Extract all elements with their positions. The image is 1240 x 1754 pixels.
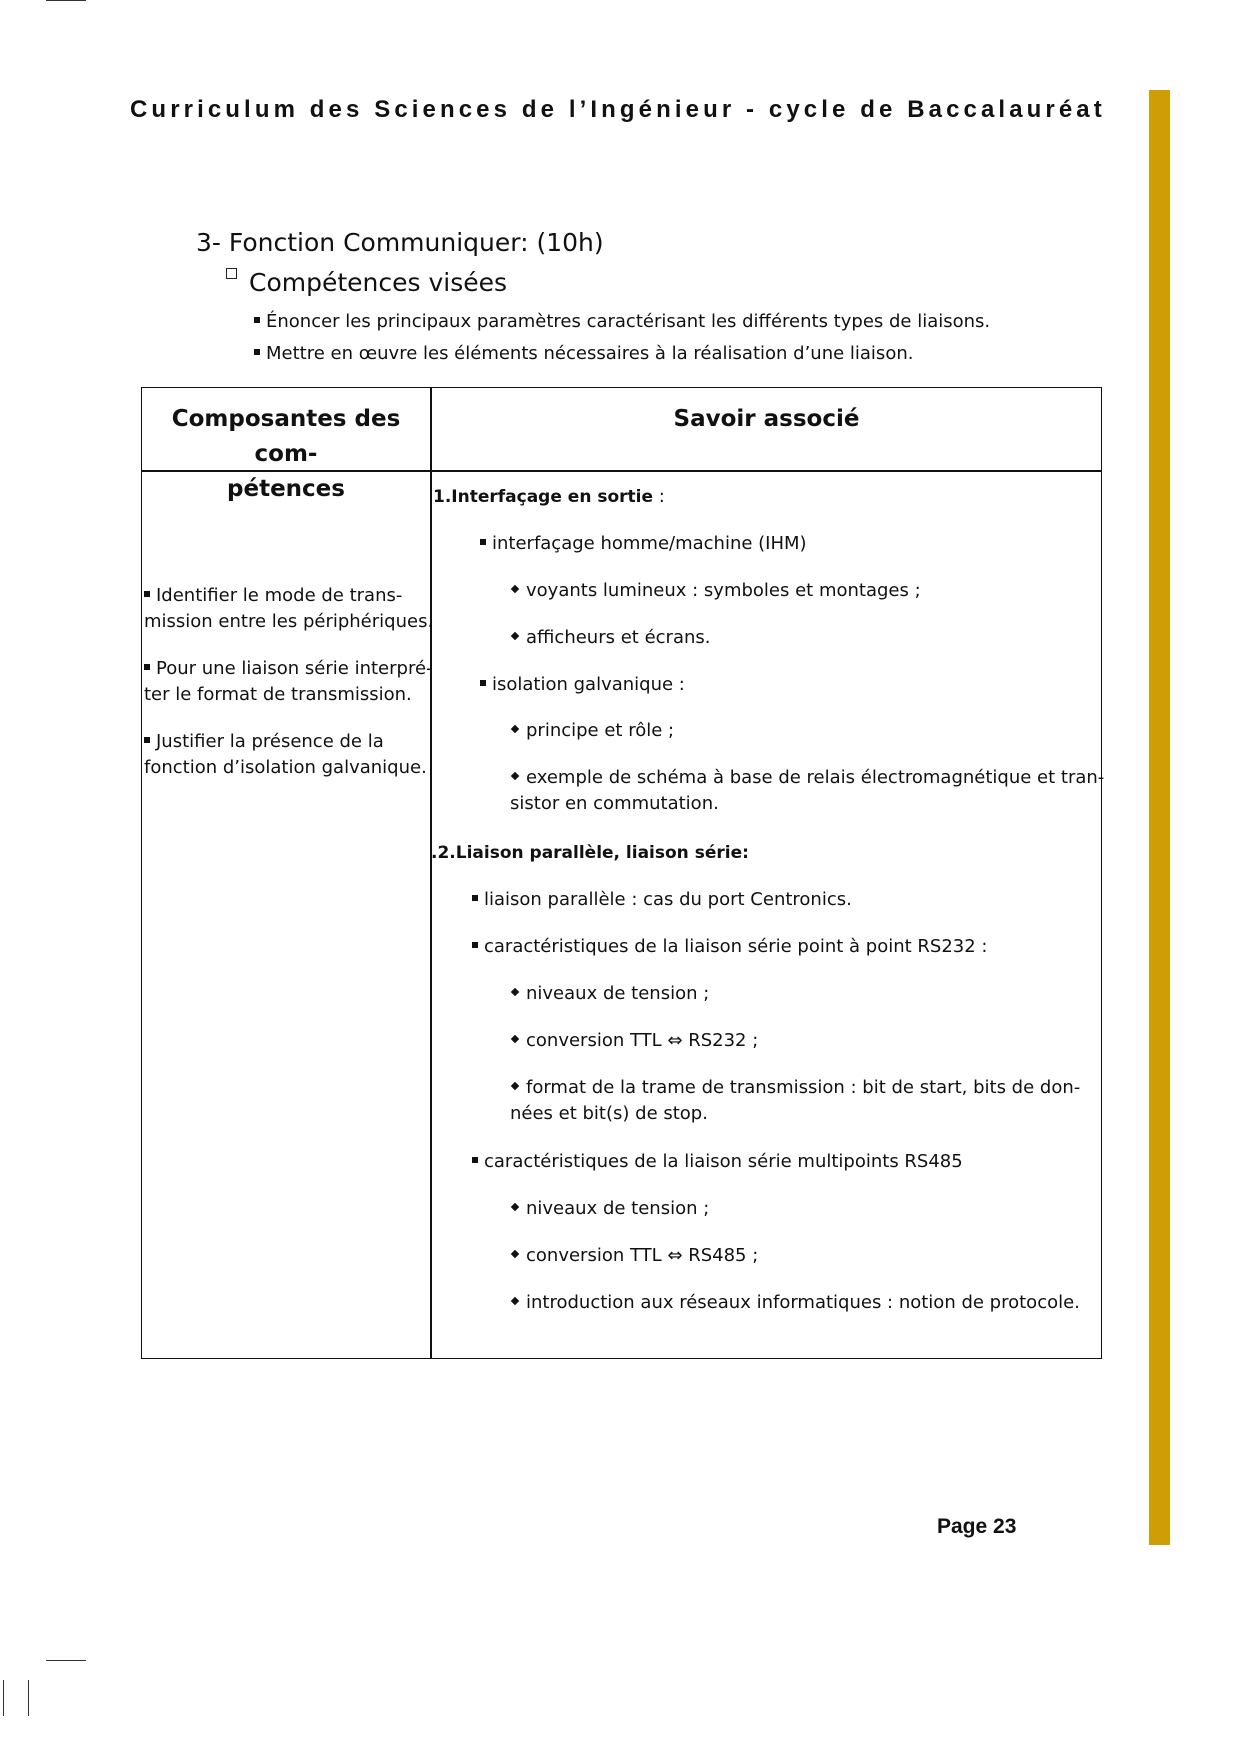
section-heading [433,484,665,510]
competence-text: Pour une liaison série interpré- [156,658,433,679]
competence-text: ter le format de transmission. [144,684,412,705]
savoir-item [472,887,852,913]
savoir-subitem [510,765,1104,817]
table-header-savoir: Savoir associé [673,406,860,432]
savoir-subitem [510,718,674,744]
savoir-text: niveaux de tension ; [526,983,710,1004]
savoir-text: exemple de schéma à base de relais électromagnétique et tran- [526,767,1105,788]
savoir-subitem [510,1243,758,1269]
diamond-bullet-icon [511,1203,519,1211]
savoir-text: sistor en commutation. [510,793,719,814]
square-bullet-icon [480,680,486,686]
savoir-subitem [510,981,709,1007]
square-bullet-icon [144,664,150,670]
diamond-bullet-icon [511,725,519,733]
square-bullet-icon [254,349,260,355]
savoir-text: caractéristiques de la liaison série point à point RS232 : [484,936,988,957]
intro-item-text: Mettre en œuvre les éléments nécessaires à la réalisation d’une liaison. [266,343,914,364]
savoir-text: format de la trame de transmission : bit de start, bits de don- [526,1077,1081,1098]
savoir-subitem [510,1290,1080,1316]
savoir-text: principe et rôle ; [526,720,675,741]
diamond-bullet-icon [511,1297,519,1305]
savoir-subitem [510,578,921,604]
header-line: Composantes des com- [171,406,401,467]
savoir-text: conversion TTL ⇔ RS485 ; [526,1245,759,1266]
savoir-subitem [510,1196,709,1222]
section-heading-title: 1.Interfaçage en sortie [433,487,654,507]
intro-item-text: Énoncer les principaux paramètres caractérisant les différents types de liaisons. [266,311,991,332]
competence-item [144,583,433,635]
square-bullet-icon [144,737,150,743]
savoir-text: introduction aux réseaux informatiques : notion de protocole. [526,1292,1080,1313]
section-heading [431,840,749,866]
competence-text: Identifier le mode de trans- [156,585,403,606]
savoir-text: isolation galvanique : [492,674,685,695]
diamond-bullet-icon [511,585,519,593]
competences-heading [226,268,507,297]
page-number: Page 23 [937,1515,1017,1538]
competence-text: mission entre les périphériques. [144,611,434,632]
square-bullet-icon [472,895,478,901]
competence-text: Justifier la présence de la [156,731,384,752]
section-title: 3- Fonction Communiquer: (10h) [196,228,604,257]
savoir-text: niveaux de tension ; [526,1198,710,1219]
diamond-bullet-icon [511,988,519,996]
crop-mark-bottom [46,1660,86,1661]
intro-item [254,343,913,364]
savoir-text: interfaçage homme/machine (IHM) [492,533,807,554]
diamond-bullet-icon [511,632,519,640]
crop-mark-top [46,0,86,1]
square-bullet-icon [254,317,260,323]
hollow-square-bullet-icon [226,268,237,279]
savoir-text: afficheurs et écrans. [526,627,711,648]
diamond-bullet-icon [511,1035,519,1043]
competence-text: fonction d’isolation galvanique. [144,757,427,778]
diamond-bullet-icon [511,772,519,780]
square-bullet-icon [480,539,486,545]
square-bullet-icon [144,591,150,597]
savoir-subitem [510,1075,1080,1127]
savoir-item [480,531,807,557]
savoir-text: liaison parallèle : cas du port Centronics. [484,889,852,910]
section-heading-title: .2.Liaison parallèle, liaison série: [431,843,749,863]
diamond-bullet-icon [511,1082,519,1090]
savoir-item [472,934,988,960]
page-header: Curriculum des Sciences de l’Ingénieur - cycle de Baccalauréat [130,96,1106,123]
crop-mark-vertical-left [3,1680,4,1716]
savoir-subitem [510,625,710,651]
table-header-competences [142,402,430,507]
savoir-item [480,672,685,698]
diamond-bullet-icon [511,1250,519,1258]
square-bullet-icon [472,1157,478,1163]
competences-table [141,387,1105,1359]
savoir-text: nées et bit(s) de stop. [510,1103,708,1124]
section-heading-tail: : [653,486,665,507]
savoir-text: voyants lumineux : symboles et montages ; [526,580,921,601]
savoir-subitem [510,1028,758,1054]
competence-item [144,729,427,781]
competence-item [144,656,433,708]
savoir-item [472,1149,963,1175]
header-line: pétences [227,476,345,502]
crop-mark-vertical-right [28,1680,29,1716]
intro-item [254,311,990,332]
savoir-text: conversion TTL ⇔ RS232 ; [526,1030,759,1051]
side-accent-bar [1149,90,1170,1545]
square-bullet-icon [472,942,478,948]
savoir-text: caractéristiques de la liaison série multipoints RS485 [484,1151,963,1172]
table-column-divider [430,388,432,1358]
competences-heading-text: Compétences visées [249,268,508,297]
